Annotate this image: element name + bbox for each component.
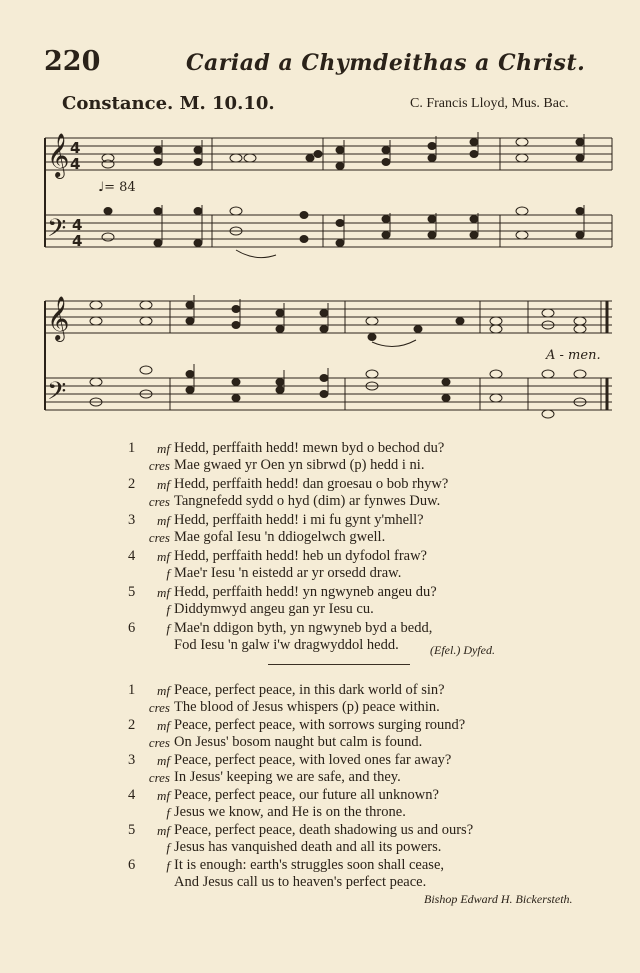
verse-line: The blood of Jesus whispers (p) peace within. bbox=[174, 699, 440, 715]
dynamic-mark: mf bbox=[157, 683, 170, 698]
dynamic-mark: f bbox=[166, 858, 170, 873]
verse-line: Hedd, perffaith hedd! i mi fu gynt y'mhell? bbox=[174, 512, 424, 528]
verse-number: 5 bbox=[128, 822, 136, 838]
dynamic-mark: mf bbox=[157, 823, 170, 838]
system1-bass-staff bbox=[45, 215, 612, 247]
verse-line: Mae gofal Iesu 'n ddiogelwch gwell. bbox=[174, 529, 386, 545]
dynamic-mark: mf bbox=[157, 549, 170, 564]
verse-line: In Jesus' keeping we are safe, and they. bbox=[174, 769, 401, 785]
tempo-marking: ♩= 84 bbox=[98, 180, 136, 195]
verse-line: Fod Iesu 'n galw i'w dragwyddol hedd. bbox=[174, 637, 399, 653]
verse-number: 4 bbox=[128, 787, 136, 803]
verse-number: 2 bbox=[128, 476, 136, 492]
verse-line: Peace, perfect peace, with loved ones far away? bbox=[174, 752, 452, 768]
dynamic-mark: mf bbox=[157, 753, 170, 768]
dynamic-mark: mf bbox=[157, 718, 170, 733]
verse-line: Jesus has vanquished death and all its powers. bbox=[174, 839, 442, 855]
verse-line: Jesus we know, and He is on the throne. bbox=[174, 804, 406, 820]
verse-line: Hedd, perffaith hedd! dan groesau o bob rhyw? bbox=[174, 476, 449, 492]
svg-text:4: 4 bbox=[72, 232, 83, 250]
verse-number: 2 bbox=[128, 717, 136, 733]
verse-line: Peace, perfect peace, with sorrows surging round? bbox=[174, 717, 466, 733]
dynamic-mark: f bbox=[166, 840, 170, 855]
music-score bbox=[0, 0, 640, 420]
verse-number: 1 bbox=[128, 440, 136, 456]
verse-line: Tangnefedd sydd o hyd (dim) ar fynwes Duw. bbox=[174, 493, 441, 509]
dynamic-mark: f bbox=[166, 805, 170, 820]
amen-text: A - men. bbox=[546, 348, 601, 363]
verse-line: Peace, perfect peace, death shadowing us and ours? bbox=[174, 822, 474, 838]
verse-line: Hedd, perffaith hedd! mewn byd o bechod du? bbox=[174, 440, 445, 456]
treble-clef-icon: 𝄞 bbox=[47, 133, 70, 177]
verse-number: 1 bbox=[128, 682, 136, 698]
verse-number: 5 bbox=[128, 584, 136, 600]
svg-text:4: 4 bbox=[70, 155, 81, 173]
verse-number: 6 bbox=[128, 620, 136, 636]
dynamic-mark: cres bbox=[148, 770, 170, 785]
svg-text:4: 4 bbox=[70, 139, 81, 157]
dynamic-mark: cres bbox=[148, 494, 170, 509]
system1-treble-staff bbox=[45, 138, 612, 170]
dynamic-mark: cres bbox=[148, 700, 170, 715]
dynamic-mark: cres bbox=[148, 458, 170, 473]
dynamic-mark: mf bbox=[157, 788, 170, 803]
verse-number: 4 bbox=[128, 548, 136, 564]
verse-line: Diddymwyd angeu gan yr Iesu cu. bbox=[174, 601, 374, 617]
composer: C. Francis Lloyd, Mus. Bac. bbox=[410, 96, 569, 111]
verse-number: 6 bbox=[128, 857, 136, 873]
page-number: 220 bbox=[44, 46, 101, 77]
dynamic-mark: mf bbox=[157, 513, 170, 528]
svg-text:4: 4 bbox=[72, 216, 83, 234]
running-head: Cariad a Chymdeithas a Christ. bbox=[186, 50, 586, 76]
welsh-attribution: (Efel.) Dyfed. bbox=[430, 643, 495, 657]
dynamic-mark: mf bbox=[157, 477, 170, 492]
verse-line: Mae'n ddigon byth, yn ngwyneb byd a bedd, bbox=[174, 620, 433, 636]
verse-line: On Jesus' bosom naught but calm is found. bbox=[174, 734, 423, 750]
dynamic-mark: mf bbox=[157, 441, 170, 456]
verse-line: Mae'r Iesu 'n eistedd ar yr orsedd draw. bbox=[174, 565, 402, 581]
dynamic-mark: f bbox=[166, 621, 170, 636]
verse-line: Mae gwaed yr Oen yn sibrwd (p) hedd i ni. bbox=[174, 457, 425, 473]
tune-title: Constance. M. 10.10. bbox=[62, 93, 275, 114]
dynamic-mark: cres bbox=[148, 530, 170, 545]
bass-clef-icon: 𝄢 bbox=[47, 377, 67, 412]
verse-line: It is enough: earth's struggles soon shall cease, bbox=[174, 857, 444, 873]
dynamic-mark: f bbox=[166, 602, 170, 617]
treble-clef-icon: 𝄞 bbox=[47, 296, 70, 340]
verse-line: And Jesus call us to heaven's perfect peace. bbox=[174, 874, 427, 890]
divider-rule bbox=[268, 664, 410, 665]
verse-line: Peace, perfect peace, in this dark world of sin? bbox=[174, 682, 445, 698]
verse-line: Peace, perfect peace, our future all unknown? bbox=[174, 787, 439, 803]
dynamic-mark: f bbox=[166, 566, 170, 581]
verse-number: 3 bbox=[128, 512, 136, 528]
verse-line: Hedd, perffaith hedd! yn ngwyneb angeu du? bbox=[174, 584, 437, 600]
bass-clef-icon: 𝄢 bbox=[47, 214, 67, 249]
verse-line: Hedd, perffaith hedd! heb un dyfodol fraw? bbox=[174, 548, 427, 564]
english-attribution: Bishop Edward H. Bickersteth. bbox=[424, 892, 573, 906]
dynamic-mark: cres bbox=[148, 735, 170, 750]
verse-number: 3 bbox=[128, 752, 136, 768]
dynamic-mark: mf bbox=[157, 585, 170, 600]
